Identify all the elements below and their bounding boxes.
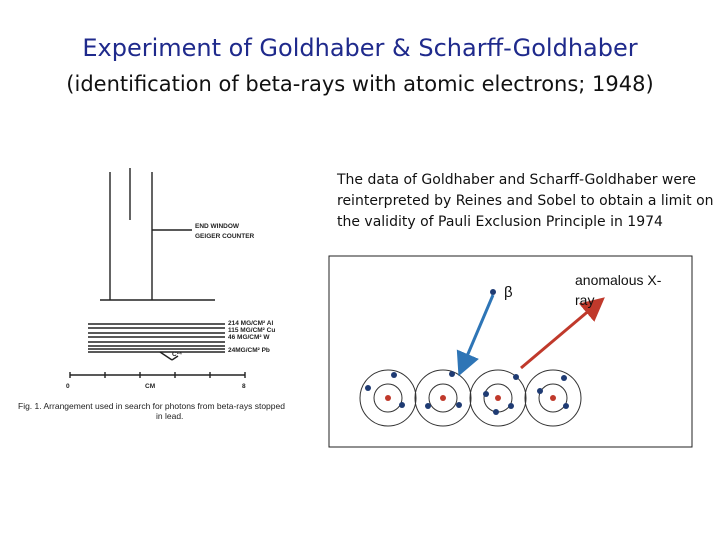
electron [456,402,462,408]
atom-2 [415,370,471,426]
electron [493,409,499,415]
nucleus [495,395,501,401]
electron [365,385,371,391]
electron [483,391,489,397]
absorber-label-4: 24MG/CM² Pb [228,347,270,354]
scale-label-max: 8 [242,383,246,390]
slide-title: Experiment of Goldhaber & Scharff-Goldhaber [82,34,638,62]
electron [537,388,543,394]
atom-4 [525,370,581,426]
description-text: The data of Goldhaber and Scharff-Goldhaber were reinterpreted by Reines and Sobel to obtain a limit on the validity of Pauli Exclusion Principle in 1974 [337,172,714,230]
electron [563,403,569,409]
counter-label-1: END WINDOW [195,223,240,230]
xray-label-1: anomalous X- [575,272,662,288]
beta-capture-diagram [328,255,694,450]
beta-particle [490,289,496,295]
electron [399,402,405,408]
absorber-label-3: 46 MG/CM² W [228,334,270,341]
electron [508,403,514,409]
electron [391,372,397,378]
source-dip [160,352,172,360]
slide-subtitle: (identification of beta-rays with atomic electrons; 1948) [66,72,654,96]
nucleus [550,395,556,401]
nucleus [385,395,391,401]
xray-arrow [521,303,598,368]
beta-arrow [462,295,493,368]
beta-label: β [504,284,513,301]
xray-label-2: ray [575,292,595,308]
absorber-label-2: 115 MG/CM² Cu [228,327,276,334]
nucleus [440,395,446,401]
atom-3 [470,370,526,426]
electron [449,371,455,377]
scale-label-cm: CM [145,383,156,390]
counter-label-2: GEIGER COUNTER [195,233,255,240]
apparatus-figure [0,160,330,430]
atom-1 [360,370,416,426]
scale-label-0: 0 [66,383,70,390]
electron [561,375,567,381]
electron [425,403,431,409]
electron [513,374,519,380]
source-label: C¹⁴ [172,351,183,358]
absorber-label-1: 214 MG/CM² Al [228,320,274,327]
caption-line-2: in lead. [156,411,184,421]
caption-line-1: Fig. 1. Arrangement used in search for photons from beta-rays stopped [18,401,285,411]
